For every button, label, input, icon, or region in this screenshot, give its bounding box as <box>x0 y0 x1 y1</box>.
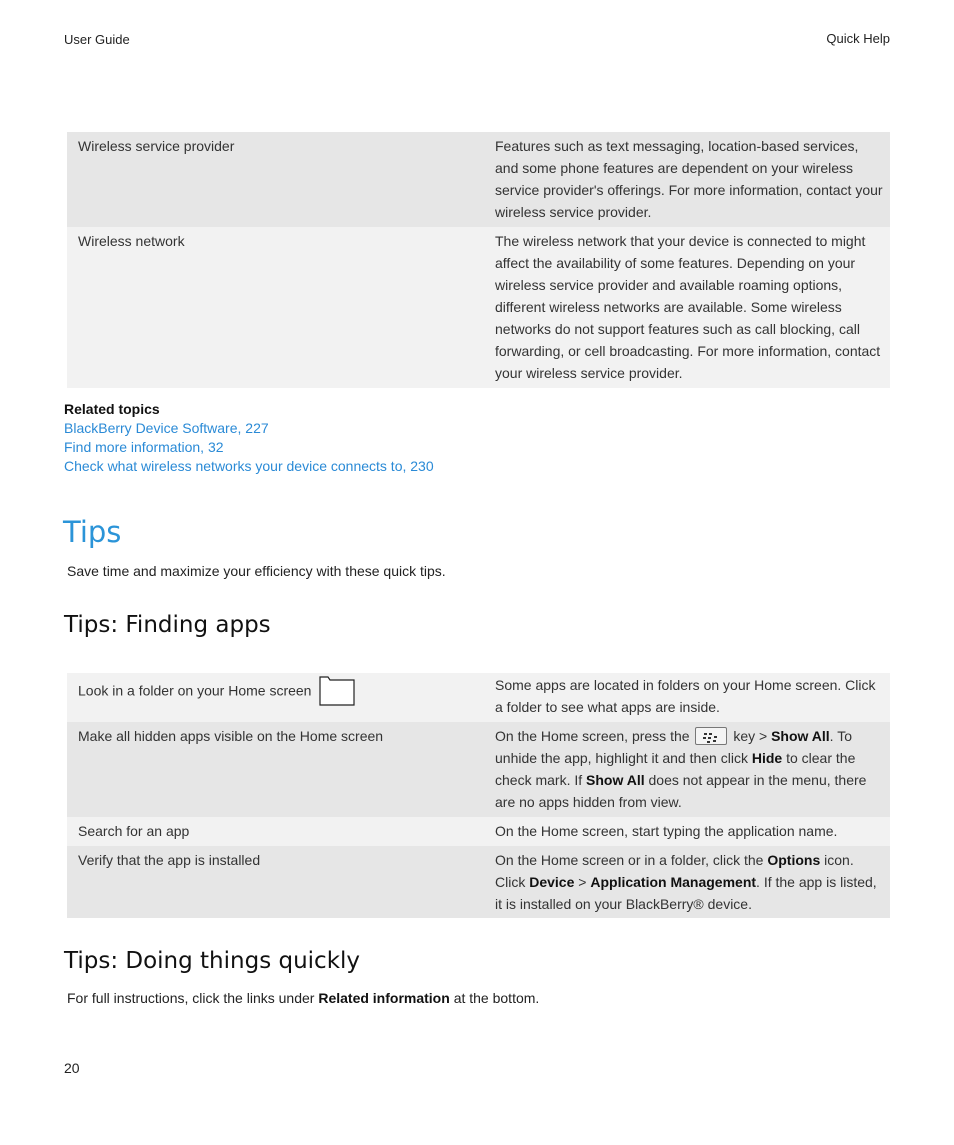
desc-text: icon. Click <box>495 852 854 890</box>
row-description: On the Home screen, start typing the application name. <box>495 823 838 839</box>
row-description <box>484 722 890 817</box>
row-description: Some apps are located in folders on your Home screen. Click a folder to see what apps are inside. <box>495 677 876 715</box>
row-label <box>67 673 484 722</box>
table-row <box>67 817 890 846</box>
row-label: Verify that the app is installed <box>78 852 261 868</box>
page-number: 20 <box>64 1060 80 1076</box>
table-row <box>67 722 890 817</box>
desc-text: key > <box>733 728 768 744</box>
row-label: Wireless network <box>78 233 185 249</box>
related-topics <box>64 400 434 476</box>
feature-dependency-table <box>67 132 890 388</box>
row-label: Wireless service provider <box>78 138 235 154</box>
related-link-find-more-info[interactable]: Find more information, 32 <box>64 439 224 455</box>
ui-term-device: Device <box>529 874 575 890</box>
row-description <box>484 846 890 918</box>
related-link-wireless-networks[interactable]: Check what wireless networks your device connects to, 230 <box>64 458 434 474</box>
table-row <box>67 132 890 227</box>
ui-term-application-management: Application Management <box>590 874 757 890</box>
desc-text: . If the app is listed, it is installed on your BlackBerry® device. <box>495 874 877 912</box>
ui-term-related-information: Related information <box>318 990 450 1006</box>
related-link-device-software[interactable]: BlackBerry Device Software, 227 <box>64 420 269 436</box>
desc-text: On the Home screen or in a folder, click the <box>495 852 764 868</box>
table-row <box>67 227 890 388</box>
blackberry-menu-key-icon <box>695 727 727 745</box>
related-topics-title: Related topics <box>64 401 160 417</box>
row-label: Make all hidden apps visible on the Home screen <box>78 728 384 744</box>
subsection-title-finding-apps: Tips: Finding apps <box>64 612 271 638</box>
folder-icon <box>319 676 355 704</box>
doing-quickly-intro <box>67 990 539 1006</box>
table-row <box>67 673 890 722</box>
running-header-left: User Guide <box>64 32 130 47</box>
desc-text: For full instructions, click the links under <box>67 990 315 1006</box>
desc-text: does not appear in the menu, there are no apps hidden from view. <box>495 772 867 810</box>
ui-term-hide: Hide <box>751 750 783 766</box>
table-row <box>67 846 890 918</box>
finding-apps-table <box>67 673 890 918</box>
tips-intro: Save time and maximize your efficiency with these quick tips. <box>67 563 446 579</box>
desc-text: . To unhide the app, highlight it and then click <box>495 728 852 766</box>
desc-text: at the bottom. <box>453 990 540 1006</box>
desc-text: On the Home screen, press the <box>495 728 690 744</box>
row-description: The wireless network that your device is connected to might affect the availability of some features. Depending on your wireless service provider and available roaming options, different wireless networks are available. Some wireless networks do not support features such as call blocking, call forwarding, or cell broadcasting. For more information, contact your wireless service provider. <box>495 233 881 381</box>
row-label: Search for an app <box>78 823 190 839</box>
desc-text: > <box>578 874 587 890</box>
desc-text: to clear the check mark. If <box>495 750 856 788</box>
ui-term-show-all: Show All <box>771 728 830 744</box>
ui-term-options: Options <box>767 852 821 868</box>
section-title-tips: Tips <box>63 515 122 549</box>
ui-term-show-all: Show All <box>586 772 645 788</box>
row-label-text: Look in a folder on your Home screen <box>78 682 312 699</box>
subsection-title-doing-quickly: Tips: Doing things quickly <box>64 948 361 974</box>
row-description: Features such as text messaging, location-based services, and some phone features are dependent on your wireless service provider's offerings. For more information, contact your wireless service provider. <box>495 138 883 220</box>
running-header-right: Quick Help <box>826 31 890 46</box>
